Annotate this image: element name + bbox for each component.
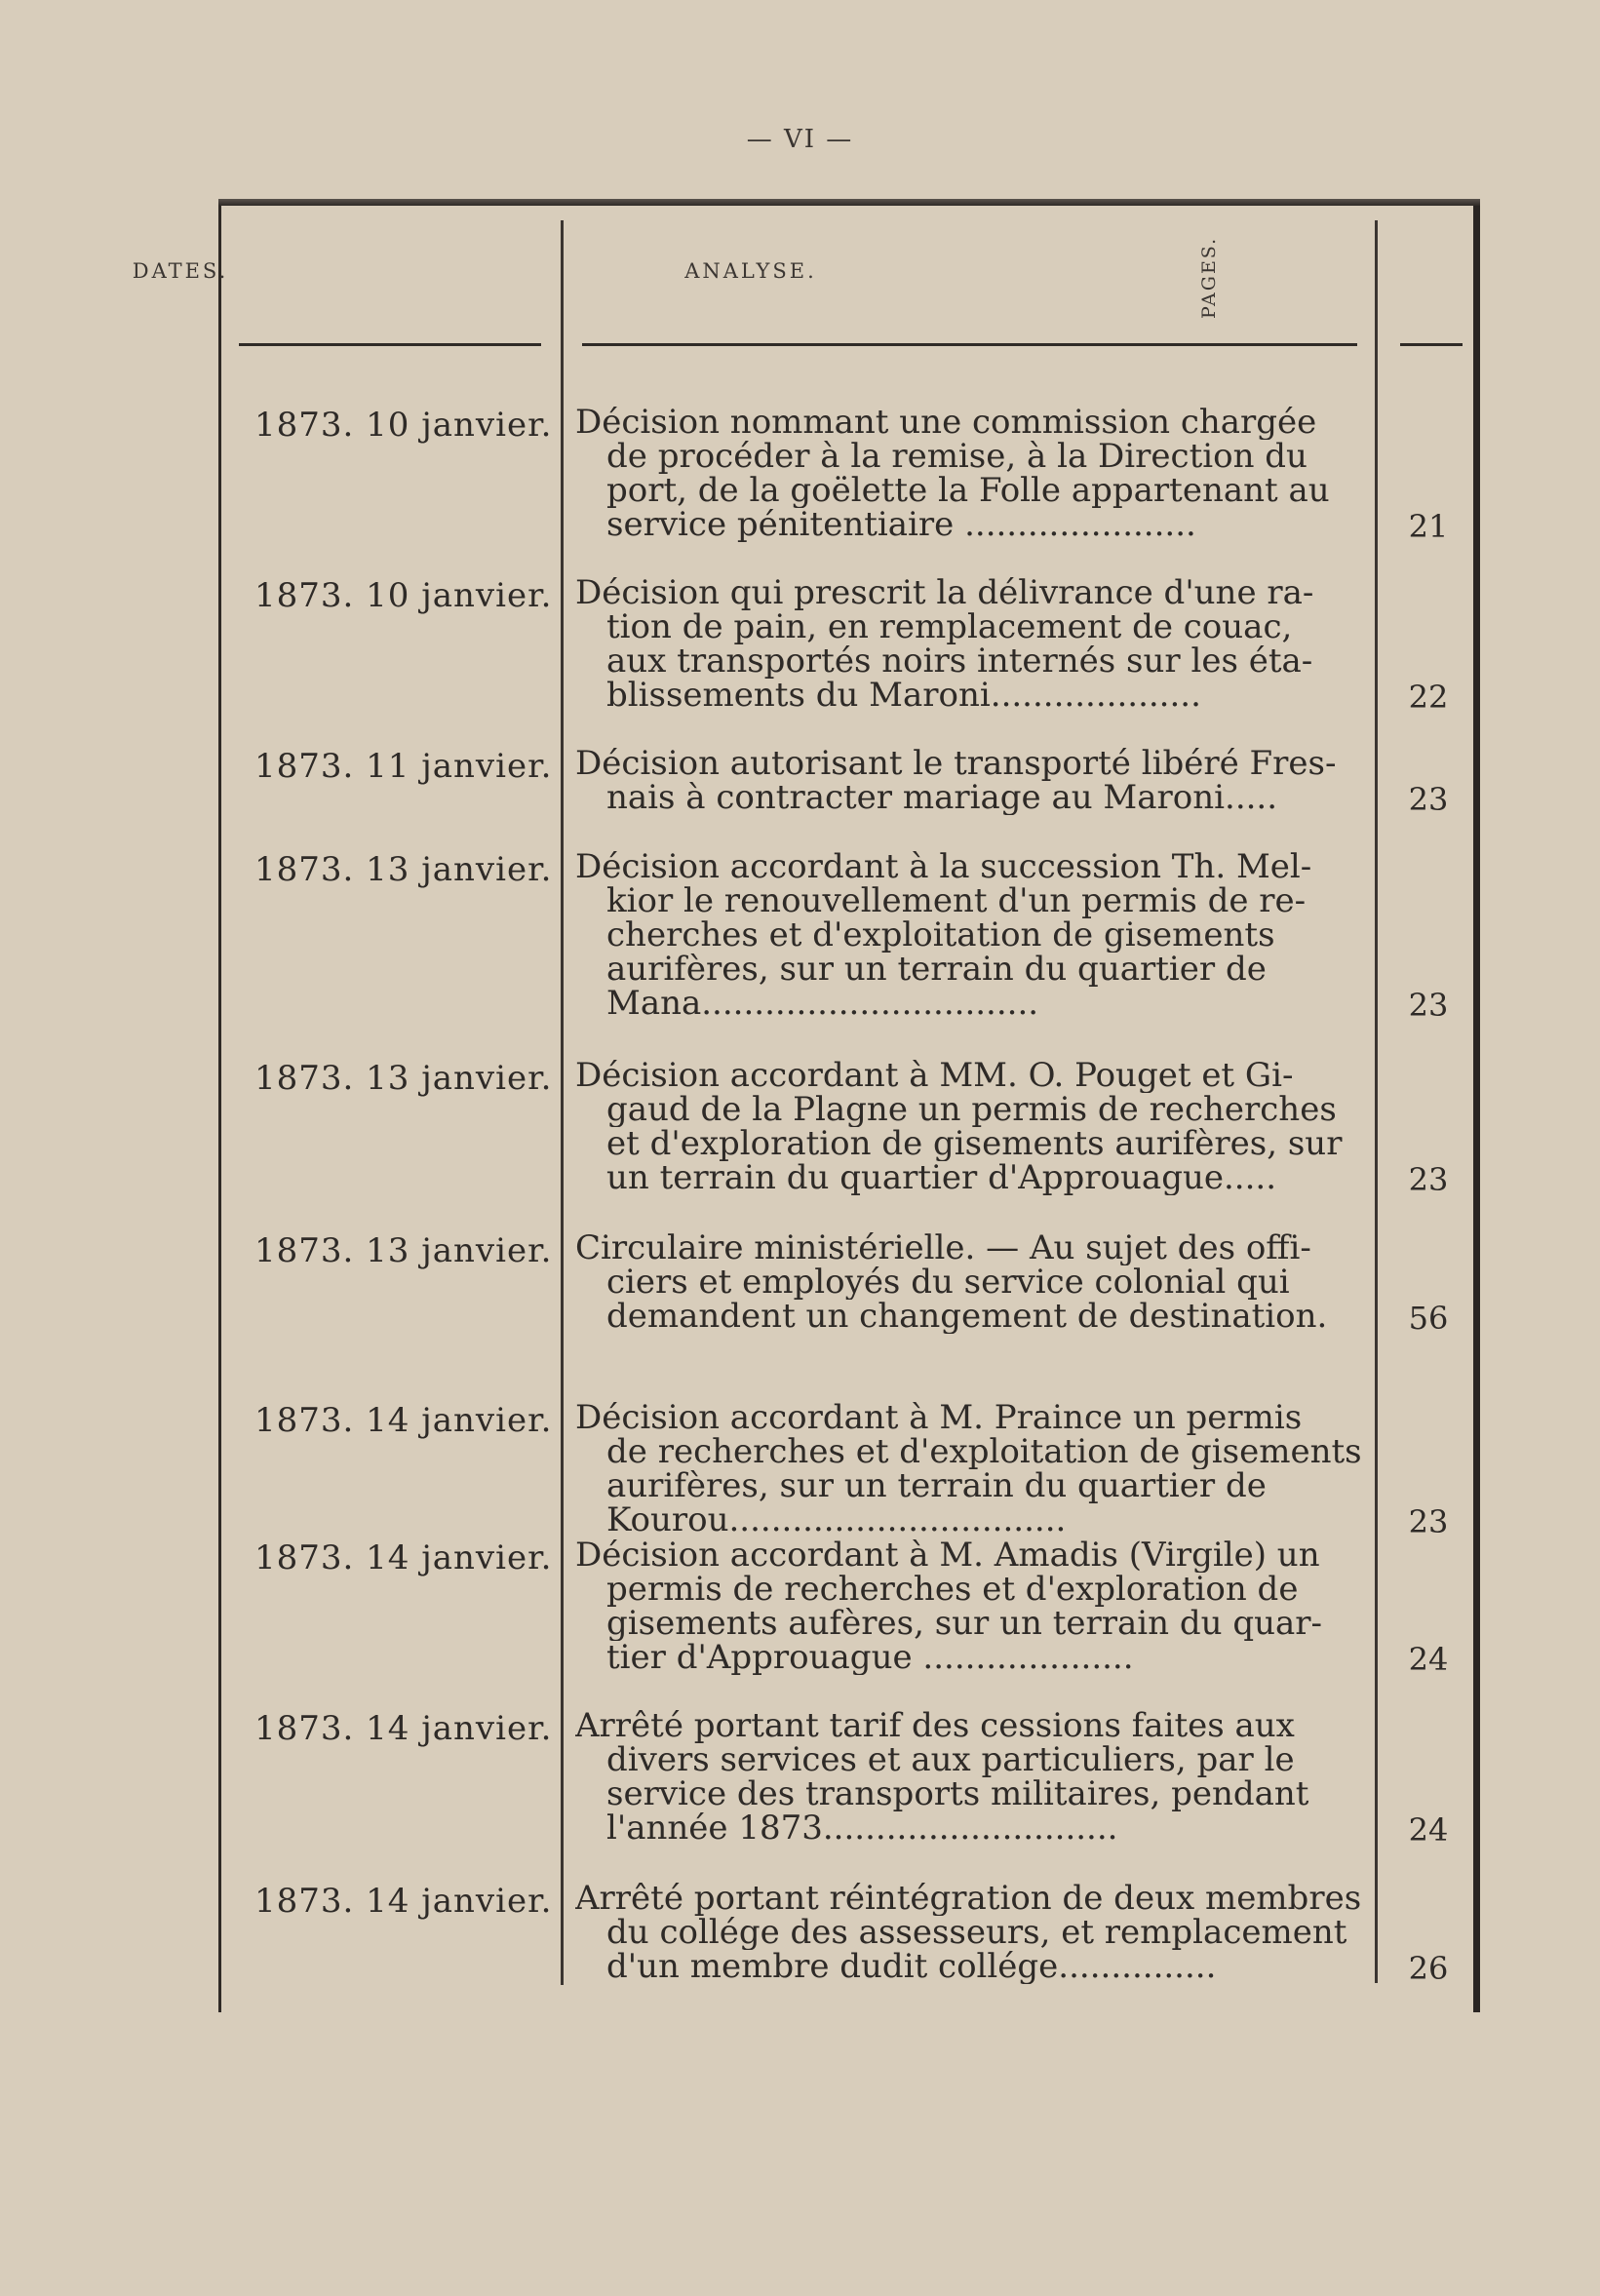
entry-analysis bbox=[575, 1059, 1396, 1195]
analysis-line: tion de pain, en remplacement de couac, bbox=[606, 610, 1293, 644]
entry-date: 1873. 13 janvier. bbox=[254, 1059, 553, 1098]
analysis-line: du collége des assesseurs, et remplacement bbox=[606, 1916, 1347, 1950]
analysis-line: service pénitentiaire ...................... bbox=[606, 508, 1196, 542]
entry-analysis bbox=[575, 1538, 1396, 1675]
header-analyse: ANALYSE. bbox=[684, 259, 817, 283]
entry-page: 23 bbox=[1408, 781, 1449, 818]
entry-date: 1873. 13 janvier. bbox=[254, 850, 553, 889]
entry-date: 1873. 11 janvier. bbox=[254, 747, 553, 786]
analysis-line: de procéder à la remise, à la Direction du bbox=[606, 440, 1307, 474]
entry-page: 22 bbox=[1408, 679, 1449, 716]
entry-page: 21 bbox=[1408, 508, 1449, 545]
entry-date: 1873. 10 janvier. bbox=[254, 576, 553, 615]
analysis-line: Décision nommant une commission chargée bbox=[575, 406, 1317, 440]
analysis-line: gaud de la Plagne un permis de recherches bbox=[606, 1093, 1337, 1127]
entry-page: 56 bbox=[1408, 1300, 1449, 1337]
header-rule-pages bbox=[1400, 343, 1463, 346]
entry-analysis bbox=[575, 1401, 1396, 1537]
entry-analysis bbox=[575, 747, 1396, 815]
header-rule-analyse bbox=[582, 343, 1357, 346]
analysis-line: Arrêté portant tarif des cessions faites aux bbox=[575, 1709, 1295, 1743]
analysis-line: aurifères, sur un terrain du quartier de bbox=[606, 953, 1267, 987]
entry-page: 23 bbox=[1408, 987, 1449, 1024]
analysis-line: Kourou................................ bbox=[606, 1503, 1067, 1537]
analysis-line: un terrain du quartier d'Approuague..... bbox=[606, 1161, 1277, 1195]
analysis-line: Décision qui prescrit la délivrance d'une ra- bbox=[575, 576, 1314, 610]
page-number: — VI — bbox=[746, 125, 854, 154]
analysis-line: permis de recherches et d'exploration de bbox=[606, 1573, 1299, 1607]
entry-date: 1873. 14 janvier. bbox=[254, 1709, 553, 1748]
header-rule-dates bbox=[239, 343, 541, 346]
analysis-line: Circulaire ministérielle. — Au sujet des offi- bbox=[575, 1231, 1311, 1265]
analysis-line: nais à contracter mariage au Maroni..... bbox=[606, 781, 1278, 815]
entry-analysis bbox=[575, 1231, 1396, 1334]
right-border bbox=[1473, 206, 1480, 2012]
analysis-line: l'année 1873............................ bbox=[606, 1811, 1118, 1846]
header-pages: PAGES. bbox=[1198, 236, 1220, 320]
entry-date: 1873. 13 janvier. bbox=[254, 1231, 553, 1270]
entry-analysis bbox=[575, 1709, 1396, 1846]
analysis-line: d'un membre dudit collége............... bbox=[606, 1950, 1217, 1984]
entry-page: 23 bbox=[1408, 1503, 1449, 1540]
analysis-line: kior le renouvellement d'un permis de re- bbox=[606, 884, 1307, 918]
analysis-line: Décision accordant à MM. O. Pouget et Gi- bbox=[575, 1059, 1294, 1093]
analysis-line: Décision accordant à M. Amadis (Virgile) un bbox=[575, 1538, 1320, 1573]
analysis-line: et d'exploration de gisements aurifères, sur bbox=[606, 1127, 1343, 1161]
analysis-line: port, de la goëlette la Folle appartenant au bbox=[606, 474, 1330, 508]
left-border bbox=[218, 206, 221, 2012]
analysis-line: de recherches et d'exploitation de gisements bbox=[606, 1435, 1362, 1469]
analysis-line: cherches et d'exploitation de gisements bbox=[606, 918, 1275, 953]
analysis-line: Décision autorisant le transporté libéré Fres- bbox=[575, 747, 1337, 781]
analysis-line: service des transports militaires, pendant bbox=[606, 1777, 1309, 1811]
analysis-line: tier d'Approuague .................... bbox=[606, 1641, 1134, 1675]
entry-analysis bbox=[575, 406, 1396, 542]
entry-date: 1873. 14 janvier. bbox=[254, 1538, 553, 1577]
analysis-line: blissements du Maroni.................... bbox=[606, 679, 1201, 713]
column-divider-dates bbox=[561, 220, 564, 1985]
analysis-line: aux transportés noirs internés sur les éta- bbox=[606, 644, 1313, 679]
analysis-line: aurifères, sur un terrain du quartier de bbox=[606, 1469, 1267, 1503]
analysis-line: ciers et employés du service colonial qui bbox=[606, 1265, 1290, 1300]
entry-date: 1873. 14 janvier. bbox=[254, 1401, 553, 1440]
entry-analysis bbox=[575, 850, 1396, 1021]
analysis-line: gisements aufères, sur un terrain du quar- bbox=[606, 1607, 1322, 1641]
entry-page: 23 bbox=[1408, 1161, 1449, 1198]
entry-analysis bbox=[575, 1882, 1396, 1984]
top-rule bbox=[218, 199, 1480, 206]
analysis-line: Arrêté portant réintégration de deux membres bbox=[575, 1882, 1362, 1916]
header-dates: DATES. bbox=[132, 259, 229, 283]
analysis-line: Décision accordant à la succession Th. Mel- bbox=[575, 850, 1312, 884]
analysis-line: Décision accordant à M. Praince un permis bbox=[575, 1401, 1303, 1435]
entry-page: 24 bbox=[1408, 1811, 1449, 1848]
analysis-line: Mana................................ bbox=[606, 987, 1039, 1021]
entry-analysis bbox=[575, 576, 1396, 713]
analysis-line: demandent un changement de destination. bbox=[606, 1300, 1328, 1334]
analysis-line: divers services et aux particuliers, par le bbox=[606, 1743, 1295, 1777]
entry-page: 26 bbox=[1408, 1950, 1449, 1987]
entry-page: 24 bbox=[1408, 1641, 1449, 1678]
entry-date: 1873. 14 janvier. bbox=[254, 1882, 553, 1921]
entry-date: 1873. 10 janvier. bbox=[254, 406, 553, 445]
